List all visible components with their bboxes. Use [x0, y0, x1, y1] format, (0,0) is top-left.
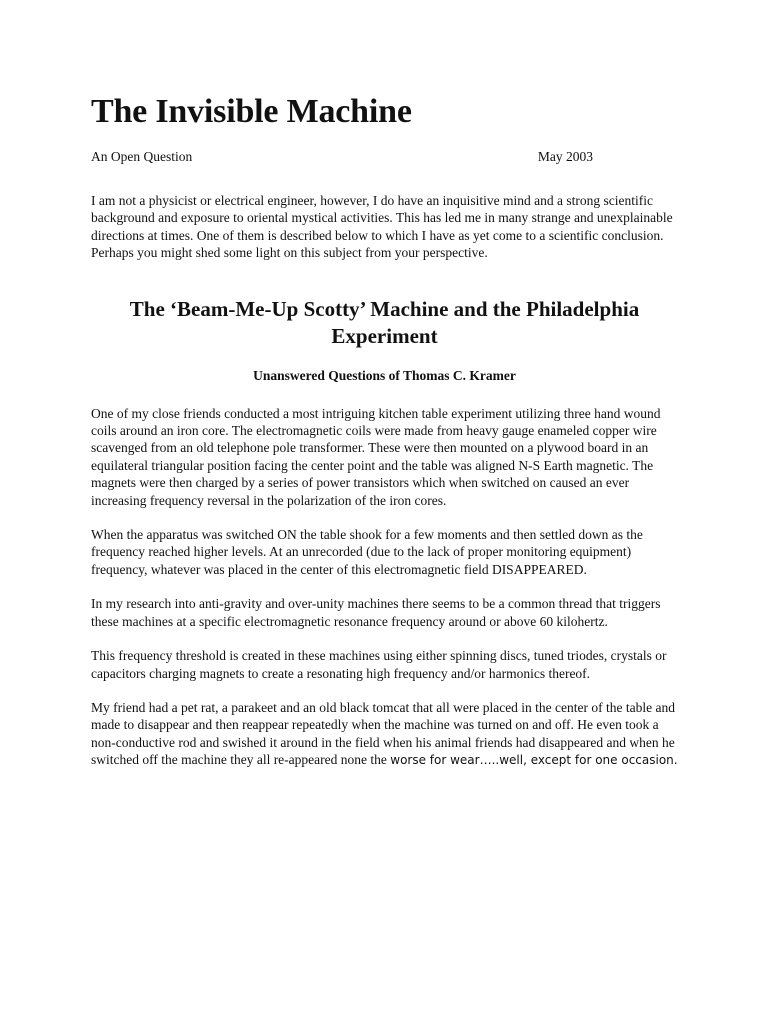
body-paragraph-3: In my research into anti-gravity and over-unity machines there seems to be a common thread that triggers these machines at a specific electromagnetic resonance frequency around or above 60 kilohertz. — [91, 596, 661, 629]
subtitle-row — [91, 148, 678, 166]
document-date: May 2003 — [537, 149, 593, 164]
byline: Unanswered Questions of Thomas C. Kramer — [253, 367, 516, 383]
section-heading: The ‘Beam-Me-Up Scotty’ Machine and the Philadelphia Experiment — [129, 296, 640, 348]
document-title: The Invisible Machine — [91, 93, 412, 130]
body-paragraph-1: One of my close friends conducted a most intriguing kitchen table experiment utilizing three hand wound coils around an iron core. The electromagnetic coils were made from heavy gauge enameled copper wire scavenged from an old telephone pole transformer. These were then mounted on a plywood board in an equilateral triangular position facing the center point and the table was aligned N-S Earth magnetic. The magnets were then charged by a series of power transistors which when switched on caused an ever increasing frequency reversal in the polarization of the iron cores. — [91, 405, 661, 508]
intro-paragraph: I am not a physicist or electrical engineer, however, I do have an inquisitive mind and a strong scientific background and exposure to oriental mystical activities. This has led me in many strange and unexplainable directions at times. One of them is described below to which I have as yet come to a scientific conclusion. Perhaps you might shed some light on this subject from your perspective. — [91, 193, 673, 261]
body-paragraph-5-tail: worse for wear…..well, except for one occasion. — [390, 753, 678, 768]
subtitle-text: An Open Question — [91, 149, 193, 164]
body-paragraph-5 — [91, 699, 678, 770]
body-paragraph-2: When the apparatus was switched ON the table shook for a few moments and then settled down as the frequency reached higher levels. At an unrecorded (due to the lack of proper monitoring equipment) frequency, whatever was placed in the center of this electromagnetic field DISAPPEARED. — [91, 527, 643, 577]
body-paragraph-4: This frequency threshold is created in these machines using either spinning discs, tuned triodes, crystals or capacitors charging magnets to create a resonating high frequency and/or harmonics thereof. — [91, 648, 667, 681]
body-paragraph-5-text: My friend had a pet rat, a parakeet and an old black tomcat that all were placed in the center of the table and made to disappear and then reappear repeatedly when the machine was turned on and off. He even took a non-conductive rod and swished it around in the field when his animal friends had disappeared and when he switched off the machine they all re-appeared none the — [91, 699, 675, 768]
